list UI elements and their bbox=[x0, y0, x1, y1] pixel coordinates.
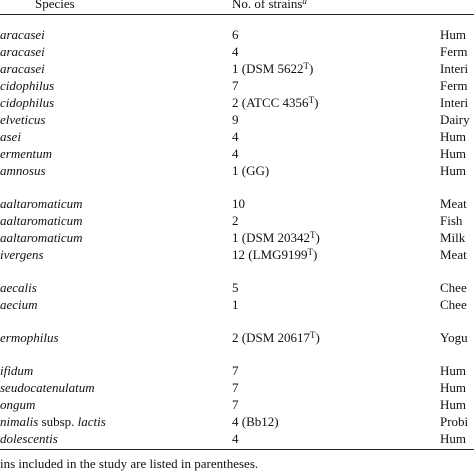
source-cell: Ferm bbox=[440, 44, 468, 59]
source-cell: Fish bbox=[440, 213, 463, 228]
strains-text: 2 (DSM 20617 bbox=[232, 330, 311, 345]
strains-cell: 7 bbox=[232, 380, 239, 395]
table-row bbox=[0, 279, 474, 296]
species-cell: cidophilus bbox=[0, 95, 55, 110]
table-row bbox=[0, 362, 474, 379]
source-cell: Hum bbox=[440, 363, 466, 378]
table-header bbox=[0, 0, 474, 14]
type-strain-mark: T bbox=[310, 230, 316, 240]
table-row bbox=[0, 379, 474, 396]
source-cell: Hum bbox=[440, 146, 466, 161]
source-cell: Yogu bbox=[440, 330, 468, 345]
source-cell: Meat bbox=[440, 196, 467, 211]
table-row bbox=[0, 413, 474, 430]
species-cell bbox=[0, 413, 106, 430]
type-strain-mark: T bbox=[307, 247, 313, 257]
strains-cell: 4 bbox=[232, 129, 239, 144]
strains-text-end: ) bbox=[309, 61, 314, 76]
source-cell: Hum bbox=[440, 27, 466, 42]
table-row bbox=[0, 94, 474, 111]
source-cell: Hum bbox=[440, 380, 466, 395]
source-cell: Hum bbox=[440, 397, 466, 412]
column-header-strains-label: No. of strains bbox=[232, 0, 303, 11]
strains-cell: 7 bbox=[232, 363, 239, 378]
species-cell: cidophilus bbox=[0, 78, 55, 93]
strains-text: 2 (ATCC 4356 bbox=[232, 95, 309, 110]
source-cell: Interi bbox=[440, 95, 469, 110]
table-footnote: ins included in the study are listed in parentheses. bbox=[0, 456, 259, 471]
species-cell: aracasei bbox=[0, 44, 45, 59]
species-cell: aaltaromaticum bbox=[0, 213, 83, 228]
strains-cell: 2 bbox=[232, 213, 239, 228]
table-row bbox=[0, 162, 474, 179]
table-row bbox=[0, 195, 474, 212]
source-cell: Hum bbox=[440, 163, 466, 178]
strains-cell: 10 bbox=[232, 196, 245, 211]
table-row bbox=[0, 26, 474, 43]
species-cell: aracasei bbox=[0, 61, 45, 76]
species-cell: aracasei bbox=[0, 27, 45, 42]
table-bottom-rule bbox=[0, 449, 474, 450]
strains-cell bbox=[232, 94, 318, 111]
table-row bbox=[0, 396, 474, 413]
source-cell: Probi bbox=[440, 414, 469, 429]
source-cell: Chee bbox=[440, 280, 467, 295]
species-cell: amnosus bbox=[0, 163, 46, 178]
strains-text-end: ) bbox=[315, 230, 320, 245]
species-cell: asei bbox=[0, 129, 21, 144]
strains-cell bbox=[232, 60, 313, 77]
source-cell: Hum bbox=[440, 431, 466, 446]
species-cell: ermentum bbox=[0, 146, 52, 161]
strains-cell bbox=[232, 246, 317, 263]
table-row bbox=[0, 111, 474, 128]
table-row bbox=[0, 145, 474, 162]
source-cell: Meat bbox=[440, 247, 467, 262]
strains-text: 1 (DSM 5622 bbox=[232, 61, 304, 76]
column-header-strains bbox=[232, 0, 307, 11]
source-cell: Milk bbox=[440, 230, 466, 245]
species-cell: dolescentis bbox=[0, 431, 58, 446]
strains-cell bbox=[232, 329, 320, 346]
table-row bbox=[0, 43, 474, 60]
strains-cell: 1 (GG) bbox=[232, 163, 270, 178]
strains-cell bbox=[232, 229, 320, 246]
type-strain-mark: T bbox=[308, 95, 315, 105]
species-cell: ivergens bbox=[0, 247, 44, 262]
strains-cell: 4 bbox=[232, 146, 239, 161]
strains-cell: 4 bbox=[232, 44, 239, 59]
species-cell: ermophilus bbox=[0, 330, 59, 345]
strains-cell: 7 bbox=[232, 78, 239, 93]
species-cell: aaltaromaticum bbox=[0, 196, 83, 211]
table-top-rule bbox=[0, 14, 474, 15]
strains-cell: 4 bbox=[232, 431, 239, 446]
species-cell: ongum bbox=[0, 397, 36, 412]
strains-text: 12 (LMG9199 bbox=[232, 247, 308, 262]
strains-text: 1 (DSM 20342 bbox=[232, 230, 311, 245]
strains-text-end: ) bbox=[315, 330, 320, 345]
strains-cell: 4 (Bb12) bbox=[232, 414, 279, 429]
table-row bbox=[0, 77, 474, 94]
species-name: nimalis bbox=[0, 414, 39, 429]
table-row bbox=[0, 60, 474, 77]
source-cell: Dairy bbox=[440, 112, 470, 127]
species-cell: seudocatenulatum bbox=[0, 380, 95, 395]
source-cell: Hum bbox=[440, 129, 466, 144]
strains-cell: 6 bbox=[232, 27, 239, 42]
strains-text-end: ) bbox=[314, 95, 319, 110]
table-row bbox=[0, 229, 474, 246]
type-strain-mark: T bbox=[303, 61, 310, 71]
subspecies-name: lactis bbox=[77, 414, 106, 429]
species-cell: aaltaromaticum bbox=[0, 230, 83, 245]
strains-cell: 5 bbox=[232, 280, 239, 295]
table-row bbox=[0, 296, 474, 313]
column-header-strains-footnote-mark: a bbox=[302, 0, 307, 6]
column-header-species: Species bbox=[35, 0, 75, 11]
table-row bbox=[0, 212, 474, 229]
strains-text-end: ) bbox=[312, 247, 318, 262]
source-cell: Ferm bbox=[440, 78, 468, 93]
species-cell: aecium bbox=[0, 297, 38, 312]
strains-cell: 7 bbox=[232, 397, 239, 412]
species-cell: aecalis bbox=[0, 280, 37, 295]
table-row bbox=[0, 128, 474, 145]
table-row bbox=[0, 246, 474, 263]
species-cell: ifidum bbox=[0, 363, 34, 378]
source-cell: Interi bbox=[440, 61, 469, 76]
table-row bbox=[0, 329, 474, 346]
table-row bbox=[0, 430, 474, 447]
strains-cell: 9 bbox=[232, 112, 239, 127]
species-cell: elveticus bbox=[0, 112, 46, 127]
source-cell: Chee bbox=[440, 297, 467, 312]
subspecies-rank: subsp. bbox=[38, 414, 78, 429]
type-strain-mark: T bbox=[310, 330, 316, 340]
strains-cell: 1 bbox=[232, 297, 239, 312]
